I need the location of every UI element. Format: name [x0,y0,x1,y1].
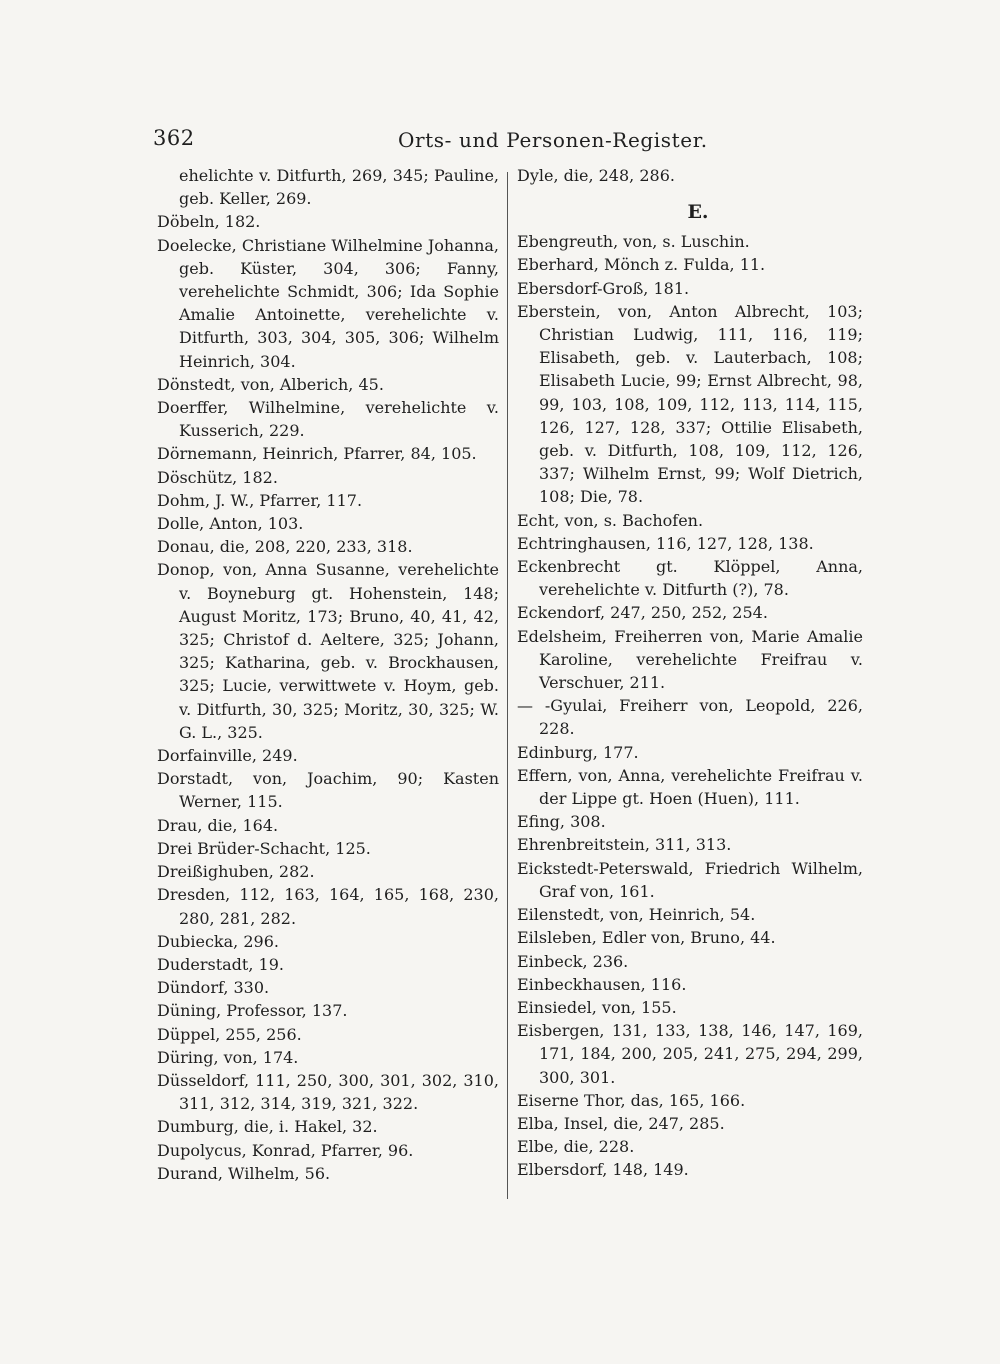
index-entry: Donop, von, Anna Susanne, verehelichte v. Boyneburg gt. Hohenstein, 148; August Moritz, 173; Bruno, 40, 41, 42, 325; Christof d. Aeltere, 325; Johann, 325; Katharina, geb. v. Brockhausen, 325; Lucie, verwittwete v. Hoym, geb. v. Ditfurth, 30, 325; Moritz, 30, 325; W. G. L., 325. [157,560,499,742]
index-entry: Dreißighuben, 282. [157,862,315,882]
index-entry: Eilenstedt, von, Heinrich, 54. [517,905,756,925]
index-entry: Ebengreuth, von, s. Luschin. [517,232,750,252]
index-entry: Dorfainville, 249. [157,746,298,766]
index-entry: Eickstedt-Peterswald, Friedrich Wilhelm, Graf von, 161. [517,858,863,901]
index-entry: — -Gyulai, Freiherr von, Leopold, 226, 228. [517,696,863,739]
index-entry: Edinburg, 177. [517,742,639,762]
index-entry: Dyle, die, 248, 286. [517,166,675,185]
index-entry: Einbeckhausen, 116. [517,974,687,994]
index-entry: Duderstadt, 19. [157,954,284,974]
index-entry: Dorstadt, von, Joachim, 90; Kasten Werner, 115. [157,769,499,812]
index-entry: Eiserne Thor, das, 165, 166. [517,1090,746,1110]
index-entry: Doerffer, Wilhelmine, verehelichte v. Kusserich, 229. [157,398,499,441]
index-entry: Eckendorf, 247, 250, 252, 254. [517,603,768,623]
page-number: 362 [153,126,195,150]
right-column [517,164,863,1182]
index-entry: Elbe, die, 228. [517,1137,635,1157]
index-entry: Ebersdorf-Groß, 181. [517,278,690,298]
index-entry: Elba, Insel, die, 247, 285. [517,1113,725,1133]
index-entry: Dohm, J. W., Pfarrer, 117. [157,490,363,510]
index-entry: Dörnemann, Heinrich, Pfarrer, 84, 105. [157,444,477,464]
index-entry: Doelecke, Christiane Wilhelmine Johanna, geb. Küster, 304, 306; Fanny, verehelichte Schmidt, 306; Ida Sophie Amalie Antoinette, verehelichte v. Ditfurth, 303, 304, 305, 306; Wilhelm Heinrich, 304. [157,235,499,371]
index-entry: Echt, von, s. Bachofen. [517,510,704,530]
index-entry: Dönstedt, von, Alberich, 45. [157,374,384,394]
index-entry: Düppel, 255, 256. [157,1024,302,1044]
index-entry: Eisbergen, 131, 133, 138, 146, 147, 169, 171, 184, 200, 205, 241, 275, 294, 299, 300, 301. [517,1021,863,1087]
index-entry: Eberstein, von, Anton Albrecht, 103; Christian Ludwig, 111, 116, 119; Elisabeth, geb. v. Lauterbach, 108; Elisabeth Lucie, 99; Ernst Albrecht, 98, 99, 103, 108, 109, 112, 113, 114, 115, 126, 127, 128, 337; Ottilie Elisabeth, geb. v. Ditfurth, 108, 109, 112, 126, 337; Wilhelm Ernst, 99; Wolf Dietrich, 108; Die, 78. [517,301,863,507]
index-entry: Dubiecka, 296. [157,931,279,951]
index-entry: Dupolycus, Konrad, Pfarrer, 96. [157,1140,414,1160]
index-entry: Döschütz, 182. [157,467,278,487]
index-entry: Edelsheim, Freiherren von, Marie Amalie Karoline, verehelichte Freifrau v. Verschuer, 211. [517,626,863,693]
index-entry: Eilsleben, Edler von, Bruno, 44. [517,928,776,948]
index-entry: Efing, 308. [517,812,606,832]
index-entry: Eberhard, Mönch z. Fulda, 11. [517,255,766,275]
index-entry: Düning, Professor, 137. [157,1001,348,1021]
index-entry: Donau, die, 208, 220, 233, 318. [157,537,413,557]
index-entry: Düsseldorf, 111, 250, 300, 301, 302, 310, 311, 312, 314, 319, 321, 322. [157,1070,499,1114]
index-entry: Dumburg, die, i. Hakel, 32. [157,1117,378,1137]
running-title: Orts- und Personen-Register. [398,128,708,152]
index-entry: Dündorf, 330. [157,978,270,998]
index-entry: Einsiedel, von, 155. [517,997,677,1017]
section-letter: E. [687,201,709,224]
index-entry: Ehrenbreitstein, 311, 313. [517,835,732,855]
index-entry: Düring, von, 174. [157,1047,299,1067]
index-entry: Eckenbrecht gt. Klöppel, Anna, verehelichte v. Ditfurth (?), 78. [517,557,863,600]
index-entry: ehelichte v. Ditfurth, 269, 345; Pauline, geb. Keller, 269. [179,166,499,209]
index-entry: Echtringhausen, 116, 127, 128, 138. [517,533,814,553]
left-column [157,164,499,1185]
index-entry: Dolle, Anton, 103. [157,514,304,534]
index-entry: Döbeln, 182. [157,212,261,232]
index-entry: Drei Brüder-Schacht, 125. [157,838,371,858]
index-entry: Einbeck, 236. [517,951,629,971]
index-entry: Effern, von, Anna, verehelichte Freifrau v. der Lippe gt. Hoen (Huen), 111. [517,765,863,809]
index-entry: Dresden, 112, 163, 164, 165, 168, 230, 280, 281, 282. [157,885,499,928]
column-divider [507,172,508,1199]
index-entry: Elbersdorf, 148, 149. [517,1160,689,1180]
index-entry: Drau, die, 164. [157,815,279,835]
index-entry: Durand, Wilhelm, 56. [157,1163,331,1183]
